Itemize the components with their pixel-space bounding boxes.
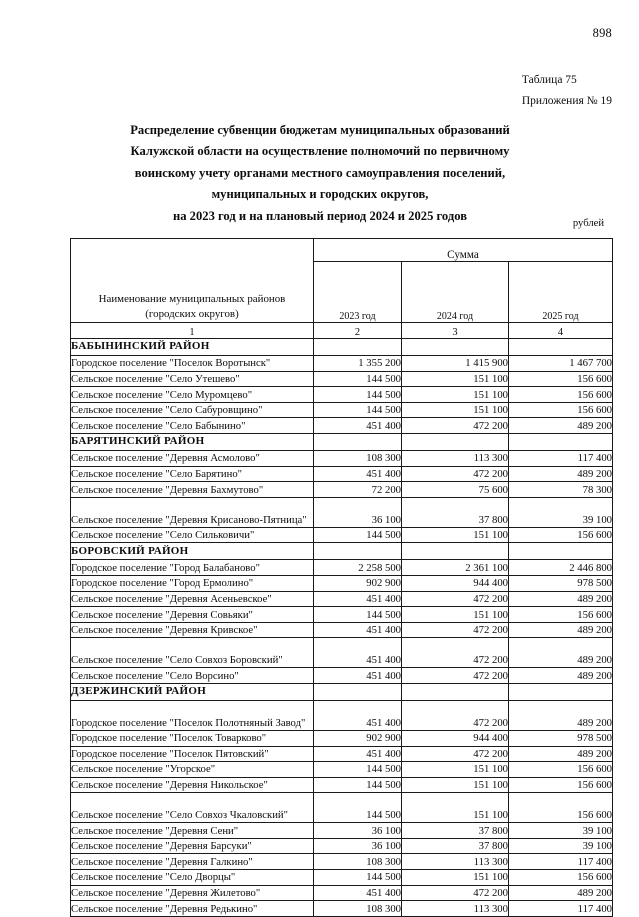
value-2023 — [314, 339, 402, 356]
municipality-name: Сельское поселение "Село Муромцево" — [71, 387, 314, 403]
table-row — [71, 793, 613, 823]
table-row — [71, 885, 613, 901]
value-2023 — [314, 433, 402, 450]
value-2024: 2 361 100 — [402, 560, 509, 576]
value-2023: 1 355 200 — [314, 356, 402, 372]
value-2025: 156 600 — [509, 793, 613, 823]
municipality-name: Сельское поселение "Село Совхоз Боровский" — [71, 638, 314, 668]
value-2024: 113 300 — [402, 901, 509, 917]
value-2025: 978 500 — [509, 730, 613, 746]
column-number-4: 4 — [509, 323, 613, 339]
value-2023: 2 258 500 — [314, 560, 402, 576]
value-2025: 156 600 — [509, 371, 613, 387]
value-2025: 156 600 — [509, 387, 613, 403]
table-row — [71, 762, 613, 778]
table-row — [71, 777, 613, 793]
value-2024: 472 200 — [402, 700, 509, 730]
table-row — [71, 482, 613, 498]
value-2024: 151 100 — [402, 402, 509, 418]
table-head — [71, 239, 613, 339]
value-2025: 117 400 — [509, 854, 613, 870]
district-header-row — [71, 433, 613, 450]
units-label: рублей — [572, 218, 604, 229]
value-2023: 108 300 — [314, 854, 402, 870]
value-2025: 489 200 — [509, 622, 613, 638]
district-name: БАБЫНИНСКИЙ РАЙОН — [71, 339, 314, 356]
value-2024: 151 100 — [402, 607, 509, 623]
column-header-name-line1: Наименование муниципальных районов — [98, 293, 286, 305]
municipality-name: Сельское поселение "Деревня Редькино" — [71, 901, 314, 917]
value-2025 — [509, 543, 613, 560]
column-header-sum: Сумма — [314, 239, 613, 262]
municipality-name: Сельское поселение "Деревня Совьяки" — [71, 607, 314, 623]
value-2024: 151 100 — [402, 387, 509, 403]
value-2025: 1 467 700 — [509, 356, 613, 372]
value-2024: 151 100 — [402, 527, 509, 543]
table-row — [71, 450, 613, 466]
district-header-row — [71, 339, 613, 356]
table-row — [71, 356, 613, 372]
title-line-1: Распределение субвенции бюджетам муниципальных образований — [130, 123, 510, 137]
table-row — [71, 402, 613, 418]
value-2023: 144 500 — [314, 870, 402, 886]
value-2025: 156 600 — [509, 607, 613, 623]
value-2023: 451 400 — [314, 668, 402, 684]
value-2024: 472 200 — [402, 418, 509, 434]
municipality-name: Сельское поселение "Угорское" — [71, 762, 314, 778]
table-row — [71, 371, 613, 387]
municipality-name: Сельское поселение "Село Совхоз Чкаловский" — [71, 793, 314, 823]
municipality-name: Сельское поселение "Село Сабуровщино" — [71, 402, 314, 418]
value-2024 — [402, 543, 509, 560]
title-line-3: воинскому учету органами местного самоуправления поселений, — [134, 165, 506, 180]
table-row — [71, 527, 613, 543]
district-header-row — [71, 543, 613, 560]
value-2023 — [314, 683, 402, 700]
table-row — [71, 870, 613, 886]
value-2023: 144 500 — [314, 607, 402, 623]
column-number-1: 1 — [71, 323, 314, 339]
value-2025: 156 600 — [509, 870, 613, 886]
table-row — [71, 497, 613, 527]
value-2023: 72 200 — [314, 482, 402, 498]
column-header-2024: 2024 год — [402, 262, 509, 323]
value-2024: 113 300 — [402, 450, 509, 466]
municipality-name: Сельское поселение "Деревня Асмолово" — [71, 450, 314, 466]
value-2024 — [402, 683, 509, 700]
value-2024: 151 100 — [402, 371, 509, 387]
header-captions — [522, 70, 612, 112]
value-2025: 39 100 — [509, 497, 613, 527]
table-row — [71, 418, 613, 434]
value-2025: 117 400 — [509, 901, 613, 917]
value-2025: 489 200 — [509, 466, 613, 482]
column-number-row — [71, 323, 613, 339]
value-2025: 489 200 — [509, 885, 613, 901]
title-line-2: Калужской области на осуществление полномочий по первичному — [130, 144, 510, 159]
municipality-name: Городское поселение "Поселок Товарково" — [71, 730, 314, 746]
district-name: БОРОВСКИЙ РАЙОН — [71, 543, 314, 560]
value-2025: 489 200 — [509, 638, 613, 668]
value-2024: 113 300 — [402, 854, 509, 870]
value-2023: 144 500 — [314, 402, 402, 418]
municipality-name: Сельское поселение "Село Бабынино" — [71, 418, 314, 434]
value-2025: 489 200 — [509, 700, 613, 730]
value-2023: 902 900 — [314, 575, 402, 591]
value-2023: 36 100 — [314, 497, 402, 527]
district-header-row — [71, 683, 613, 700]
column-header-2025: 2025 год — [509, 262, 613, 323]
table-row — [71, 387, 613, 403]
municipality-name: Городское поселение "Город Балабаново" — [71, 560, 314, 576]
table-row — [71, 668, 613, 684]
table-row — [71, 575, 613, 591]
value-2024 — [402, 433, 509, 450]
appendix-reference: Приложения № 19 — [521, 95, 612, 107]
value-2023: 144 500 — [314, 793, 402, 823]
value-2023: 144 500 — [314, 387, 402, 403]
municipality-name: Городское поселение "Город Ермолино" — [71, 575, 314, 591]
value-2025: 156 600 — [509, 402, 613, 418]
table-row — [71, 838, 613, 854]
municipality-name: Сельское поселение "Деревня Бахмутово" — [71, 482, 314, 498]
column-header-2023: 2023 год — [314, 262, 402, 323]
value-2023 — [314, 543, 402, 560]
value-2023: 451 400 — [314, 700, 402, 730]
value-2025: 489 200 — [509, 668, 613, 684]
value-2023: 451 400 — [314, 622, 402, 638]
table-row — [71, 466, 613, 482]
value-2023: 451 400 — [314, 638, 402, 668]
page-number: 898 — [592, 26, 612, 40]
municipality-name: Сельское поселение "Село Сильковичи" — [71, 527, 314, 543]
municipality-name: Сельское поселение "Деревня Жилетово" — [71, 885, 314, 901]
column-header-name-line2: (городских округов) — [145, 308, 239, 320]
value-2024: 151 100 — [402, 762, 509, 778]
value-2024: 944 400 — [402, 730, 509, 746]
value-2023: 108 300 — [314, 901, 402, 917]
value-2024: 151 100 — [402, 793, 509, 823]
municipality-name: Сельское поселение "Деревня Асеньевское" — [71, 591, 314, 607]
title-line-5: на 2023 год и на плановый период 2024 и 2025 годов — [172, 208, 468, 223]
value-2025 — [509, 683, 613, 700]
value-2025: 39 100 — [509, 823, 613, 839]
municipality-name: Сельское поселение "Село Дворцы" — [71, 870, 314, 886]
value-2023: 451 400 — [314, 885, 402, 901]
value-2025: 2 446 800 — [509, 560, 613, 576]
value-2024: 151 100 — [402, 777, 509, 793]
table-row — [71, 607, 613, 623]
value-2023: 451 400 — [314, 746, 402, 762]
municipality-name: Сельское поселение "Деревня Галкино" — [71, 854, 314, 870]
value-2023: 144 500 — [314, 777, 402, 793]
value-2023: 451 400 — [314, 418, 402, 434]
value-2025: 156 600 — [509, 777, 613, 793]
subvention-table-container — [70, 238, 612, 917]
value-2023: 36 100 — [314, 823, 402, 839]
table-body — [71, 339, 613, 917]
title-line-4: муниципальных и городских округов, — [211, 187, 429, 202]
table-head-row-sum — [71, 239, 613, 262]
value-2024: 472 200 — [402, 746, 509, 762]
value-2025: 156 600 — [509, 527, 613, 543]
value-2023: 451 400 — [314, 591, 402, 607]
table-row — [71, 622, 613, 638]
value-2025: 978 500 — [509, 575, 613, 591]
table-row — [71, 901, 613, 917]
municipality-name: Городское поселение "Поселок Полотняный Завод" — [71, 700, 314, 730]
value-2023: 144 500 — [314, 371, 402, 387]
value-2023: 144 500 — [314, 762, 402, 778]
municipality-name: Сельское поселение "Деревня Никольское" — [71, 777, 314, 793]
municipality-name: Сельское поселение "Деревня Кривское" — [71, 622, 314, 638]
column-number-3: 3 — [402, 323, 509, 339]
value-2024: 75 600 — [402, 482, 509, 498]
value-2025: 489 200 — [509, 418, 613, 434]
table-row — [71, 700, 613, 730]
municipality-name: Сельское поселение "Деревня Крисаново-Пятница" — [71, 497, 314, 527]
value-2025: 39 100 — [509, 838, 613, 854]
subvention-table — [70, 238, 613, 917]
table-row — [71, 730, 613, 746]
value-2024: 151 100 — [402, 870, 509, 886]
table-reference: Таблица 75 — [521, 74, 577, 86]
value-2025: 489 200 — [509, 591, 613, 607]
municipality-name: Городское поселение "Поселок Воротынск" — [71, 356, 314, 372]
value-2024: 472 200 — [402, 466, 509, 482]
municipality-name: Сельское поселение "Село Утешево" — [71, 371, 314, 387]
column-number-2: 2 — [314, 323, 402, 339]
value-2024: 472 200 — [402, 591, 509, 607]
municipality-name: Сельское поселение "Деревня Сени" — [71, 823, 314, 839]
value-2025: 117 400 — [509, 450, 613, 466]
value-2024: 37 800 — [402, 838, 509, 854]
value-2023: 451 400 — [314, 466, 402, 482]
value-2025: 78 300 — [509, 482, 613, 498]
page-title — [70, 120, 570, 227]
municipality-name: Сельское поселение "Село Ворсино" — [71, 668, 314, 684]
value-2024: 1 415 900 — [402, 356, 509, 372]
value-2023: 108 300 — [314, 450, 402, 466]
value-2025: 156 600 — [509, 762, 613, 778]
table-row — [71, 591, 613, 607]
value-2024: 944 400 — [402, 575, 509, 591]
municipality-name: Сельское поселение "Деревня Барсуки" — [71, 838, 314, 854]
municipality-name: Городское поселение "Поселок Пятовский" — [71, 746, 314, 762]
value-2023: 144 500 — [314, 527, 402, 543]
value-2024: 472 200 — [402, 622, 509, 638]
value-2024 — [402, 339, 509, 356]
table-row — [71, 746, 613, 762]
value-2024: 37 800 — [402, 497, 509, 527]
value-2025 — [509, 339, 613, 356]
value-2024: 37 800 — [402, 823, 509, 839]
value-2023: 36 100 — [314, 838, 402, 854]
column-header-name — [71, 239, 314, 323]
table-row — [71, 854, 613, 870]
value-2024: 472 200 — [402, 885, 509, 901]
value-2025: 489 200 — [509, 746, 613, 762]
district-name: ДЗЕРЖИНСКИЙ РАЙОН — [71, 683, 314, 700]
value-2025 — [509, 433, 613, 450]
municipality-name: Сельское поселение "Село Барятино" — [71, 466, 314, 482]
value-2024: 472 200 — [402, 668, 509, 684]
table-row — [71, 560, 613, 576]
district-name: БАРЯТИНСКИЙ РАЙОН — [71, 433, 314, 450]
value-2024: 472 200 — [402, 638, 509, 668]
table-row — [71, 823, 613, 839]
value-2023: 902 900 — [314, 730, 402, 746]
table-row — [71, 638, 613, 668]
